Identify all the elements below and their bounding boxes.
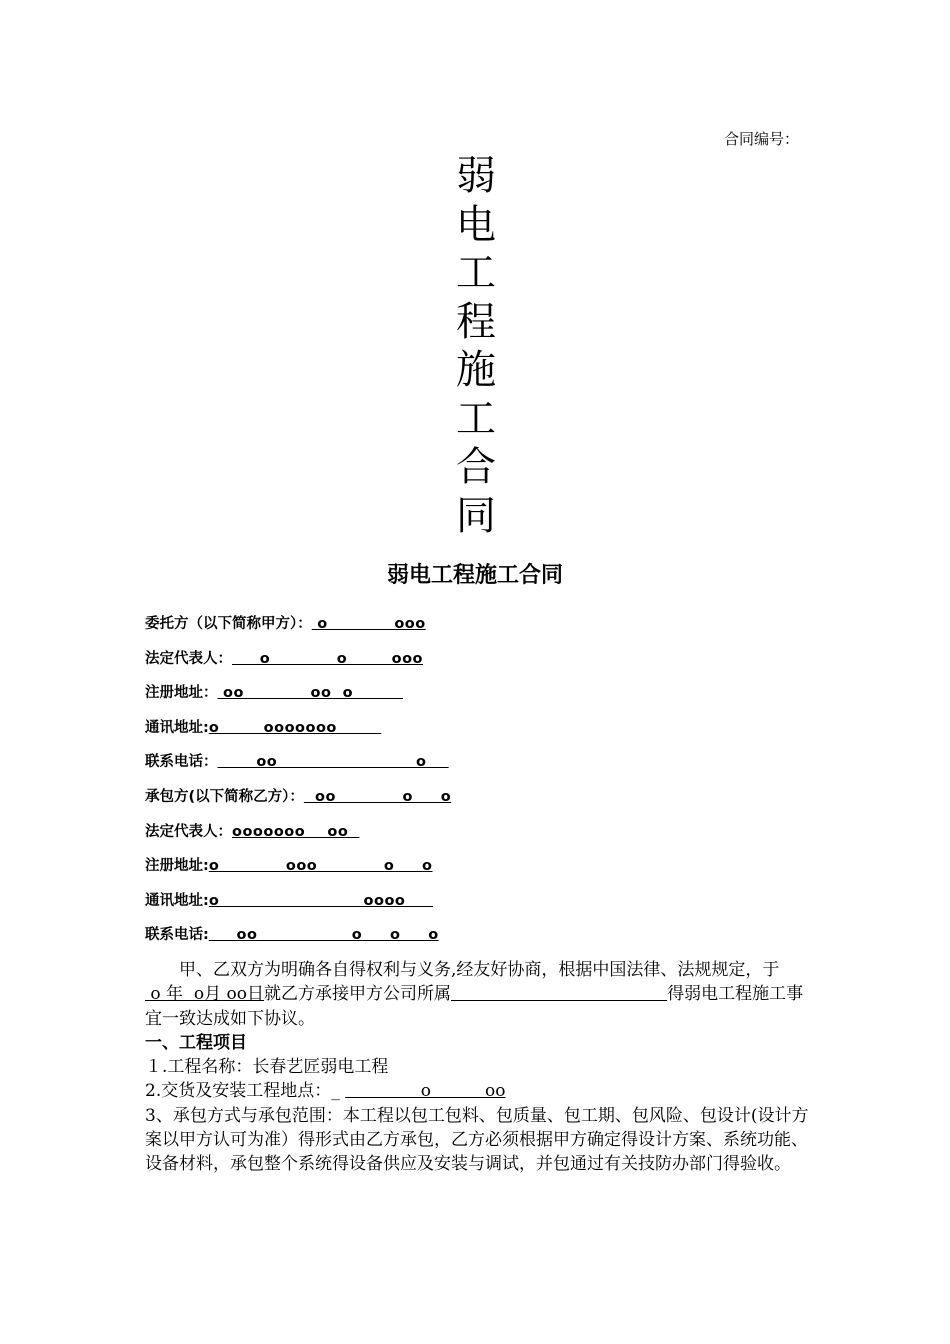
main-title-char: 施 xyxy=(456,347,496,393)
party-b-phone-line xyxy=(145,923,825,958)
party-field-value: o o ooo xyxy=(232,650,424,667)
main-title-char: 工 xyxy=(456,395,496,442)
project-location-value: o oo xyxy=(345,1081,506,1102)
project-name-blank xyxy=(451,984,667,1004)
contract-subtitle: 弱电工程施工合同 xyxy=(386,563,563,588)
party-field-value: oo o o o xyxy=(208,927,439,944)
section-heading: 一、工程项目 xyxy=(145,1032,247,1053)
party-field-label: 法定代表人： xyxy=(145,823,232,840)
main-title-char: 工 xyxy=(456,250,496,296)
party-field-value: ooooooo oo xyxy=(232,823,360,840)
party-field-value: o ooo xyxy=(311,616,426,632)
party-b-name-line xyxy=(145,785,825,820)
party-field-value: o ooo o o xyxy=(208,858,433,875)
party-field-label: 通讯地址: xyxy=(145,719,209,736)
project-location-label: 2.交货及安装工程地点：_ xyxy=(145,1081,346,1102)
intro-paragraph xyxy=(145,958,810,1031)
day-label: 日 xyxy=(246,984,264,1005)
month-value: o xyxy=(183,984,205,1005)
party-field-label: 注册地址： xyxy=(145,685,218,702)
main-title-char: 弱 xyxy=(456,153,496,199)
party-a-name-line xyxy=(145,612,825,647)
main-title-char: 电 xyxy=(456,201,496,248)
contract-scope-item: 3、承包方式与承包范围：本工程以包工包料、包质量、包工期、包风险、包设计(设计方案以甲方认可为准）得形式由乙方承包，乙方必须根据甲方确定得设计方案、系统功能、设备材料，承包整个系统得设备供应及安装与调试，并包通过有关技防办部门得验收。 xyxy=(145,1105,809,1175)
year-label: 年 xyxy=(166,984,184,1005)
party-info-block xyxy=(145,612,825,958)
main-title-char: 同 xyxy=(456,492,496,539)
intro-text: 得弱电工程施工事宜一致达成如下协议。 xyxy=(145,984,804,1029)
intro-text: 甲、乙双方为明确各自得权利与义务,经友好协商，根据中国法律、法规规定，于 xyxy=(179,960,780,980)
party-field-label: 通讯地址: xyxy=(145,892,209,909)
party-field-label: 委托方（以下简称甲方）： xyxy=(145,616,312,632)
party-a-phone-line xyxy=(145,750,825,785)
contract-body xyxy=(145,958,810,1177)
party-field-label: 注册地址: xyxy=(145,858,209,875)
party-b-mailing-address-line xyxy=(145,889,825,924)
party-b-registered-address-line xyxy=(145,854,825,889)
party-field-value: o oooo xyxy=(208,892,434,909)
month-label: 月 xyxy=(204,984,222,1005)
party-field-value: oo o xyxy=(217,754,449,771)
main-title-char: 程 xyxy=(456,298,496,345)
project-location-item xyxy=(145,1079,810,1103)
party-field-label: 联系电话: xyxy=(145,927,209,944)
project-name-item: １.工程名称：长春艺匠弱电工程 xyxy=(145,1057,389,1078)
main-title-vertical xyxy=(448,152,504,540)
day-value: oo xyxy=(221,984,247,1005)
party-field-value: oo oo o xyxy=(217,685,403,702)
party-field-value: o ooooooo xyxy=(208,719,382,736)
party-field-label: 法定代表人： xyxy=(145,650,232,667)
contract-number-label: 合同编号： xyxy=(724,130,800,148)
party-b-representative-line xyxy=(145,820,825,855)
year-value: o xyxy=(145,984,167,1005)
main-title-char: 合 xyxy=(456,444,496,490)
party-a-representative-line xyxy=(145,647,825,682)
party-field-value: oo o o xyxy=(303,788,452,805)
party-a-mailing-address-line xyxy=(145,716,825,751)
party-field-label: 承包方(以下简称乙方）： xyxy=(145,788,304,805)
intro-text: 就乙方承接甲方公司所属 xyxy=(263,984,451,1005)
party-field-label: 联系电话： xyxy=(145,754,218,771)
party-a-registered-address-line xyxy=(145,681,825,716)
